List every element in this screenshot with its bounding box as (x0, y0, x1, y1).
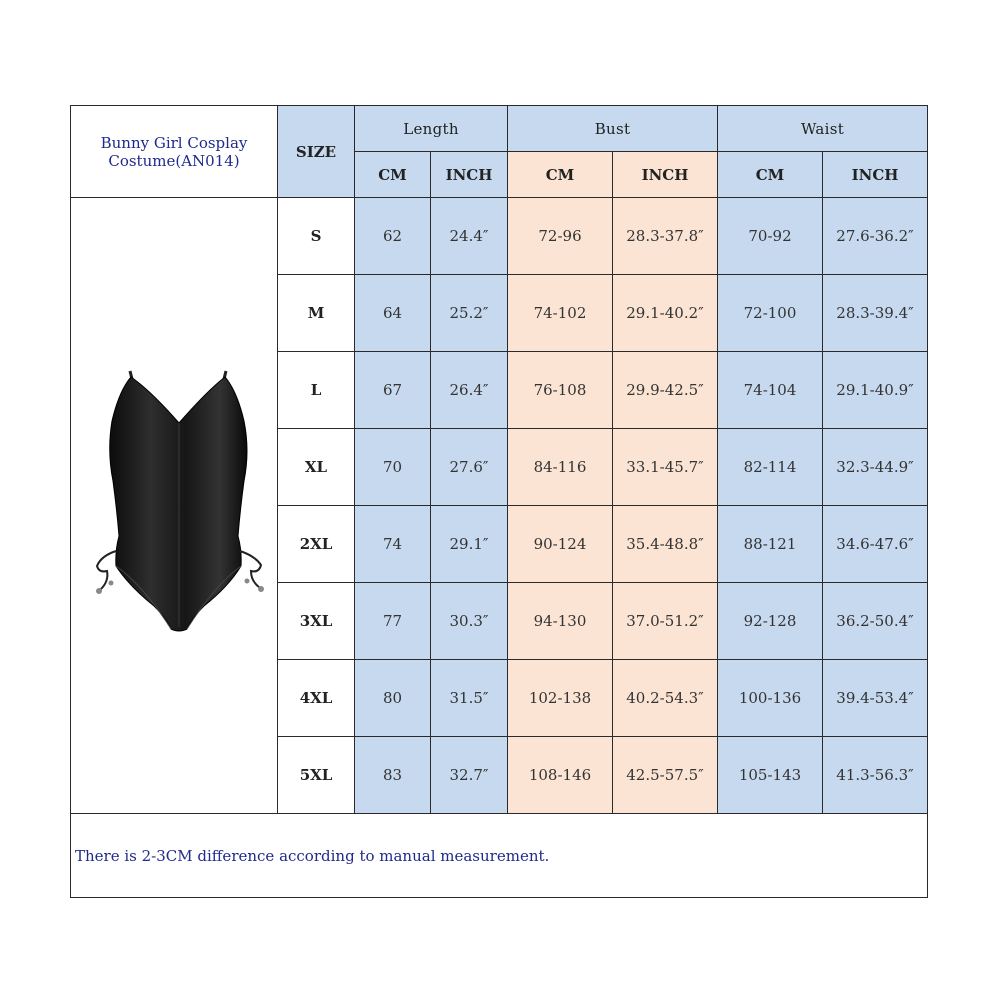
waist-inch-cell: 39.4-53.4″ (823, 660, 928, 737)
waist-cm-cell: 72-100 (718, 275, 823, 352)
length-inch-cell: 31.5″ (431, 660, 508, 737)
size-cell: 4XL (278, 660, 355, 737)
size-cell: 2XL (278, 506, 355, 583)
waist-inch-cell: 34.6-47.6″ (823, 506, 928, 583)
bust-cm-cell: 84-116 (508, 429, 613, 506)
waist-inch-cell: 29.1-40.9″ (823, 352, 928, 429)
unit-header-length-inch: INCH (431, 152, 508, 198)
size-cell: 3XL (278, 583, 355, 660)
size-cell: M (278, 275, 355, 352)
length-inch-cell: 24.4″ (431, 198, 508, 275)
length-inch-cell: 27.6″ (431, 429, 508, 506)
waist-cm-cell: 92-128 (718, 583, 823, 660)
length-cm-cell: 83 (355, 737, 431, 814)
waist-inch-cell: 41.3-56.3″ (823, 737, 928, 814)
bust-header: Bust (508, 106, 718, 152)
waist-inch-cell: 28.3-39.4″ (823, 275, 928, 352)
length-cm-cell: 64 (355, 275, 431, 352)
size-cell: XL (278, 429, 355, 506)
waist-header: Waist (718, 106, 928, 152)
unit-header-bust-inch: INCH (613, 152, 718, 198)
size-cell: 5XL (278, 737, 355, 814)
bust-cm-cell: 74-102 (508, 275, 613, 352)
length-inch-cell: 30.3″ (431, 583, 508, 660)
waist-cm-cell: 105-143 (718, 737, 823, 814)
bust-inch-cell: 42.5-57.5″ (613, 737, 718, 814)
bust-cm-cell: 76-108 (508, 352, 613, 429)
bust-cm-cell: 90-124 (508, 506, 613, 583)
product-title-line-1: Bunny Girl Cosplay (100, 133, 248, 152)
length-inch-cell: 26.4″ (431, 352, 508, 429)
bust-inch-cell: 40.2-54.3″ (613, 660, 718, 737)
product-image (71, 198, 278, 814)
length-inch-cell: 29.1″ (431, 506, 508, 583)
length-cm-cell: 67 (355, 352, 431, 429)
length-cm-cell: 80 (355, 660, 431, 737)
table-row (71, 198, 928, 275)
length-cm-cell: 70 (355, 429, 431, 506)
waist-cm-cell: 82-114 (718, 429, 823, 506)
size-table (70, 105, 928, 898)
waist-cm-cell: 100-136 (718, 660, 823, 737)
waist-inch-cell: 36.2-50.4″ (823, 583, 928, 660)
length-inch-cell: 32.7″ (431, 737, 508, 814)
size-header: SIZE (278, 106, 355, 198)
bodysuit-image (79, 351, 269, 661)
bust-inch-cell: 28.3-37.8″ (613, 198, 718, 275)
measurement-note: There is 2-3CM difference according to manual measurement. (71, 814, 928, 898)
waist-cm-cell: 74-104 (718, 352, 823, 429)
product-title-line-2: Costume(AN014) (108, 151, 240, 170)
unit-header-waist-inch: INCH (823, 152, 928, 198)
unit-header-bust-cm: CM (508, 152, 613, 198)
waist-inch-cell: 27.6-36.2″ (823, 198, 928, 275)
product-title (71, 106, 278, 198)
length-header: Length (355, 106, 508, 152)
bust-cm-cell: 94-130 (508, 583, 613, 660)
waist-inch-cell: 32.3-44.9″ (823, 429, 928, 506)
bust-inch-cell: 37.0-51.2″ (613, 583, 718, 660)
length-cm-cell: 77 (355, 583, 431, 660)
bust-cm-cell: 102-138 (508, 660, 613, 737)
unit-header-length-cm: CM (355, 152, 431, 198)
bust-inch-cell: 29.1-40.2″ (613, 275, 718, 352)
size-cell: L (278, 352, 355, 429)
length-cm-cell: 74 (355, 506, 431, 583)
bust-inch-cell: 35.4-48.8″ (613, 506, 718, 583)
size-cell: S (278, 198, 355, 275)
bust-inch-cell: 29.9-42.5″ (613, 352, 718, 429)
size-chart (70, 105, 927, 898)
bust-inch-cell: 33.1-45.7″ (613, 429, 718, 506)
waist-cm-cell: 88-121 (718, 506, 823, 583)
unit-header-waist-cm: CM (718, 152, 823, 198)
bust-cm-cell: 72-96 (508, 198, 613, 275)
length-cm-cell: 62 (355, 198, 431, 275)
length-inch-cell: 25.2″ (431, 275, 508, 352)
bust-cm-cell: 108-146 (508, 737, 613, 814)
waist-cm-cell: 70-92 (718, 198, 823, 275)
